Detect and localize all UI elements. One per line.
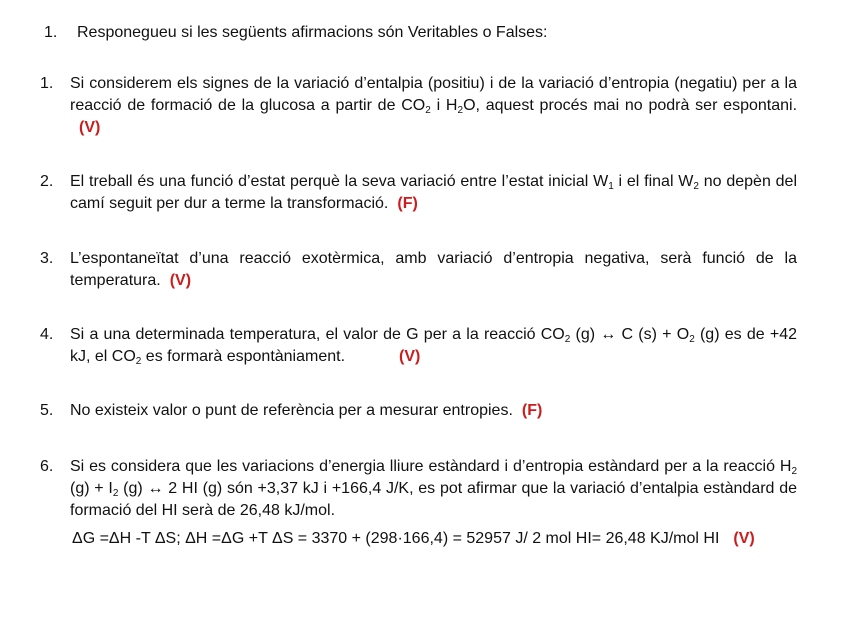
text-fragment: Si a una determinada temperatura, el valor de G per a la reacció CO <box>70 326 565 343</box>
question-heading <box>44 23 547 43</box>
equation-text: ΔG =ΔH -T ΔS; ΔH =ΔG +T ΔS = 3370 + (298·166,4) = 52957 J/ 2 mol HI= 26,48 KJ/mol HI <box>72 530 720 547</box>
statement-number: 3. <box>40 250 54 267</box>
text-fragment: es formarà espontàniament. <box>141 348 346 365</box>
statement-6 <box>40 456 797 522</box>
statement-text <box>70 456 797 522</box>
answer-badge: (V) <box>399 348 421 365</box>
subscript: 2 <box>689 334 695 345</box>
statement-number: 6. <box>40 458 54 475</box>
answer-badge: (F) <box>521 402 543 419</box>
statement-2 <box>40 171 797 215</box>
statement-number: 1. <box>40 75 54 92</box>
statement-number: 4. <box>40 326 54 343</box>
text-fragment: i el final W <box>613 173 694 190</box>
solution-equation <box>72 528 755 550</box>
text-fragment: i H <box>430 97 458 114</box>
text-fragment: No existeix valor o punt de referència per a mesurar entropies. <box>70 402 513 419</box>
subscript: 2 <box>791 466 798 477</box>
text-fragment: H <box>779 458 792 475</box>
text-fragment: (g) es de +42 <box>694 326 798 343</box>
answer-badge: (V) <box>169 272 192 289</box>
subscript: 2 <box>425 105 431 116</box>
statement-text <box>70 171 797 215</box>
answer-badge: (V) <box>79 119 101 136</box>
text-fragment: O, aquest procés mai no podrà ser espontani. <box>463 97 798 114</box>
text-fragment: temperatura. <box>70 272 161 289</box>
text-fragment: no depèn del camí seguit per dur a terme la transformació. <box>70 173 797 212</box>
subscript: 2 <box>693 181 699 192</box>
statement-text <box>70 324 797 368</box>
answer-badge: (F) <box>397 195 418 212</box>
statement-number: 5. <box>40 402 54 419</box>
text-fragment: (g) ↔ C (s) + O <box>570 326 690 343</box>
subscript: 2 <box>112 488 119 499</box>
statement-number: 2. <box>40 173 54 190</box>
text-fragment: El treball és una funció d’estat perquè la seva variació entre l’estat inicial W <box>70 173 609 190</box>
subscript: 2 <box>135 356 142 367</box>
statement-3 <box>40 248 797 292</box>
text-fragment: L’espontaneïtat d’una reacció exotèrmica, amb variació d’entropia negativa, serà funció de la <box>70 250 797 267</box>
text-fragment: kJ, el CO <box>70 348 136 365</box>
subscript: 2 <box>457 105 464 116</box>
text-fragment: (g) + I <box>70 480 113 497</box>
statement-text <box>70 248 797 292</box>
statement-5 <box>40 400 797 422</box>
heading-number: 1. <box>44 24 58 41</box>
text-fragment: Si considerem els signes de la variació d’entalpia (positiu) i de la variació d’entropia (negatiu) per a la reacció de formació de la glucosa a partir de CO <box>70 75 797 114</box>
statement-1 <box>40 73 797 139</box>
statement-4 <box>40 324 797 368</box>
statement-text <box>70 73 797 139</box>
subscript: 2 <box>564 334 571 345</box>
subscript: 1 <box>608 181 614 192</box>
text-fragment: (g) ↔ 2 HI (g) són +3,37 kJ i +166,4 J/K, es pot afirmar que la variació d’entalpia estàndard de formació del HI serà de 26,48 kJ/mol. <box>70 480 798 519</box>
text-fragment: Si es considera que les variacions d’energia lliure estàndard i d’entropia estàndard per a la reacció <box>70 458 775 475</box>
heading-text: Responegueu si les següents afirmacions són Veritables o Falses: <box>77 24 548 41</box>
answer-badge: (V) <box>733 530 755 547</box>
statement-text <box>70 400 797 422</box>
